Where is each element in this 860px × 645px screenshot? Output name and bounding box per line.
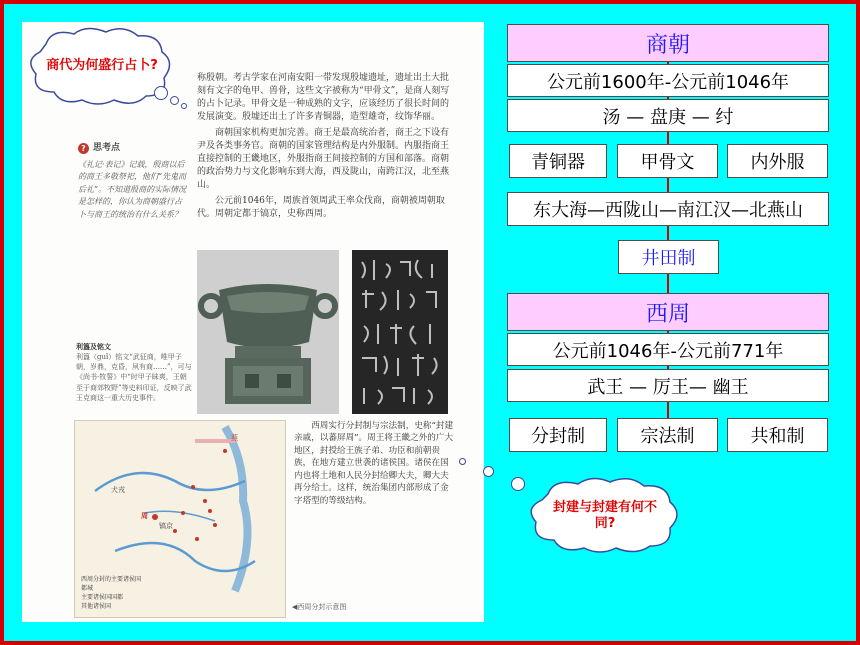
shang-feature-neiwaifu: 内外服 bbox=[750, 152, 805, 173]
zhou-dates: 公元前1046年-公元前771年 bbox=[552, 340, 784, 362]
shang-title-box bbox=[507, 24, 829, 62]
shang-feature-box bbox=[727, 144, 828, 178]
zhou-feature-zongfa: 宗法制 bbox=[640, 426, 695, 447]
textbook-page bbox=[22, 22, 484, 622]
shang-feature-box bbox=[617, 144, 718, 178]
bronze-gui-photo bbox=[197, 250, 339, 414]
shang-feature-oracle: 甲骨文 bbox=[640, 152, 695, 173]
jingtian: 井田制 bbox=[641, 248, 696, 269]
western-zhou-map bbox=[74, 420, 286, 618]
thought-bubble-bottom-text: 封建与封建有何不同? bbox=[552, 499, 657, 531]
zhou-feature-box bbox=[509, 418, 607, 452]
shang-dates: 公元前1600年-公元前1046年 bbox=[546, 71, 790, 93]
vessel-caption-body: 利簋（guǐ）铭文“武征商，唯甲子朝，岁鼎，克昏，夙有商……”，可与《尚书·牧誓》中“时甲子昧爽，王朝至于商郊牧野”等史料印证，反映了武王克商这一重大历史事件。 bbox=[76, 353, 192, 402]
paragraph: 西周实行分封制与宗法制，史称“封建亲戚，以蕃屏周”。周王将王畿之外的广大地区，封授给王族子弟、功臣和前朝贵族，在地方建立世袭的诸侯国。诸侯在国内也将土地和人民分封给卿大夫，卿大夫再分给士。这样，统治集团内部形成了金字塔型的等级结构。 bbox=[294, 421, 454, 506]
shang-kings-box bbox=[507, 99, 829, 132]
shang-title: 商朝 bbox=[645, 32, 690, 58]
thought-bubble-top-text: 商代为何盛行占卜? bbox=[46, 57, 158, 73]
body-text-lower bbox=[294, 420, 454, 507]
zhou-kings: 武王 — 厉王— 幽王 bbox=[587, 376, 749, 398]
legend-item: 其他诸侯国 bbox=[81, 603, 112, 610]
inscription-rubbing bbox=[352, 250, 448, 414]
think-point-title: 思考点 bbox=[93, 143, 121, 153]
bronze-vessel-icon bbox=[197, 250, 339, 414]
zhou-feature-box bbox=[617, 418, 718, 452]
paragraph: 称殷朝。考古学家在河南安阳一带发现殷墟遗址，遗址出土大批刻有文字的龟甲、兽骨，这些文字被称为“甲骨文”，是商人刻写的占卜记录。甲骨文是一种成熟的文字，应该经历了很长时间的发展演变。殷墟还出土了许多青铜器，造型雄奇，纹饰华丽。 bbox=[197, 73, 450, 123]
zhou-feature-box bbox=[727, 418, 828, 452]
bubble-dot bbox=[459, 458, 466, 465]
zhou-title-box bbox=[507, 293, 829, 331]
map-label-quanrong: 犬戎 bbox=[111, 486, 125, 494]
zhou-feature-fenfeng: 分封制 bbox=[531, 426, 585, 447]
zhou-dates-box bbox=[507, 333, 829, 366]
shang-dates-box bbox=[507, 64, 829, 97]
legend-item: 都城 bbox=[81, 585, 94, 592]
zhou-feature-gonghe: 共和制 bbox=[750, 426, 805, 447]
think-point-box bbox=[78, 142, 188, 221]
shang-territory-box bbox=[507, 192, 829, 226]
shang-kings: 汤 — 盘庚 — 纣 bbox=[602, 106, 734, 128]
map-legend bbox=[81, 575, 141, 611]
question-icon: ? bbox=[78, 143, 89, 154]
map-label-zhou: 周 bbox=[141, 512, 148, 520]
legend-item: 主要诸侯国国都 bbox=[81, 594, 124, 601]
shang-feature-bronze: 青铜器 bbox=[531, 152, 585, 173]
bubble-dot bbox=[154, 86, 168, 100]
shang-territory: 东大海—西陇山—南江汉—北燕山 bbox=[533, 200, 803, 221]
zhou-kings-box bbox=[507, 369, 829, 402]
map-caption: ◀西周分封示意图 bbox=[292, 603, 347, 611]
jingtian-box bbox=[618, 240, 719, 274]
think-point-body: 《礼记·表记》记载，殷商以后的商王多敬祭祀，他们“先鬼而后礼”。不知道殷商的实际情况是怎样的，你认为商朝盛行占卜与商王的统治有什么关系？ bbox=[78, 160, 187, 219]
inscription-icon bbox=[352, 250, 448, 414]
bubble-dot bbox=[483, 466, 494, 477]
map-label-yan: 燕 bbox=[231, 434, 238, 442]
vessel-caption-title: 利簋及铭文 bbox=[76, 343, 111, 351]
shang-feature-box bbox=[509, 144, 607, 178]
legend-item: 西周分封的主要诸侯国 bbox=[81, 576, 142, 583]
paragraph: 商朝国家机构更加完善。商王是最高统治者，商王之下设有尹及各类事务官。商朝的国家管理结构是内外服制。内服指商王直接控制的王畿地区，外服指商王间接控制的方国和部落。商朝的政治势力与文化影响东到大海，西及陇山，南跨江汉，北至燕山。 bbox=[197, 128, 450, 191]
zhou-title: 西周 bbox=[645, 301, 690, 327]
body-text-upper bbox=[197, 72, 452, 225]
map-label-haojing: 镐京 bbox=[159, 522, 173, 530]
vessel-caption bbox=[76, 342, 192, 403]
bubble-dot bbox=[181, 103, 187, 109]
bubble-dot bbox=[170, 96, 179, 105]
paragraph: 公元前1046年，周族首领周武王率众伐商，商朝被周朝取代。周朝定都于镐京，史称西周。 bbox=[197, 196, 445, 220]
bubble-dot bbox=[511, 477, 525, 491]
